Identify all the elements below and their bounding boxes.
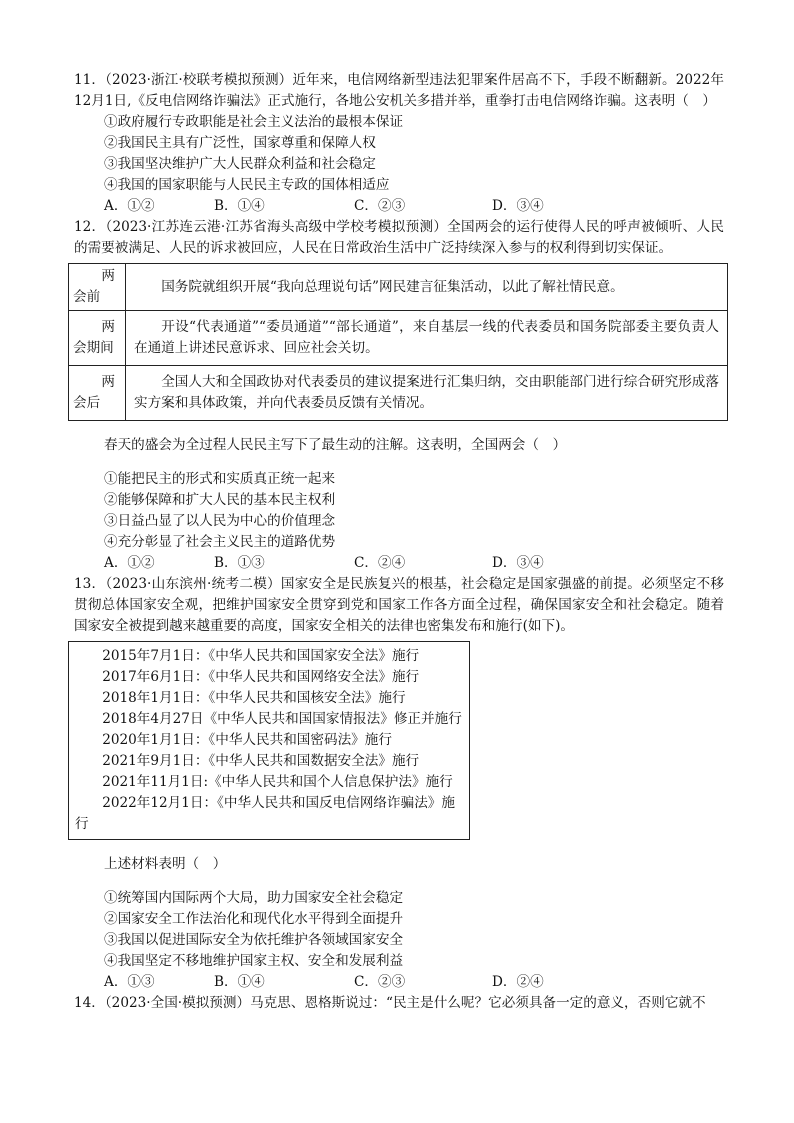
law-item: 2017年6月1日：《中华人民共和国网络安全法》施行 [102, 669, 420, 686]
row-label: 两 会前 [69, 264, 126, 311]
two-sessions-table [68, 263, 728, 421]
row-content: 全国人大和全国政协对代表委员的建议提案进行汇集归纳，交由职能部门进行综合研究形成落实方案和具体政策，并向代表委员反馈有关情况。 [126, 366, 728, 421]
table-row [69, 311, 728, 366]
q11-choice-a[interactable]: A．①② [104, 198, 155, 214]
q13-option-4: ④我国坚定不移地维护国家主权、安全和发展利益 [104, 953, 404, 970]
q13-choice-c[interactable]: C．②③ [354, 974, 406, 991]
law-item: 2021年11月1日:《中华人民共和国个人信息保护法》施行 [102, 774, 453, 791]
q13-choices [104, 972, 724, 993]
row-content: 开设“代表通道”“委员通道”“部长通道”，来自基层一线的代表委员和国务院部委主要负责人在通道上讲述民意诉求、回应社会关切。 [126, 311, 728, 366]
row-content: 国务院就组织开展“我向总理说句话”网民建言征集活动，以此了解社情民意。 [126, 264, 728, 311]
question-13-prompt: 上述材料表明（ ） [104, 855, 227, 872]
table-row [69, 366, 728, 421]
q11-option-2: ②我国民主具有广泛性，国家尊重和保障人权 [104, 135, 376, 151]
question-12 [74, 217, 724, 574]
exam-page [74, 70, 724, 1014]
q13-choice-d[interactable]: D．②④ [492, 974, 544, 991]
law-item: 2020年1月1日：《中华人民共和国密码法》施行 [102, 732, 392, 749]
q13-option-3: ③我国以促进国际安全为依托维护各领域国家安全 [104, 932, 404, 949]
question-14-stem: 14．（2023·全国·模拟预测）马克思、恩格斯说过：“民主是什么呢？它必须具备一定的意义，否则它就不 [74, 995, 706, 1012]
law-item: 2018年1月1日：《中华人民共和国核安全法》施行 [102, 690, 406, 707]
q13-choice-b[interactable]: B．①④ [214, 974, 265, 991]
law-item: 2021年9月1日：《中华人民共和国数据安全法》施行 [102, 753, 420, 770]
question-12-prompt: 春天的盛会为全过程人民民主写下了最生动的注解。这表明，全国两会（ ） [104, 436, 567, 453]
q11-choice-b[interactable]: B．①④ [214, 198, 265, 214]
q12-option-1: ①能把民主的形式和实质真正统一起来 [104, 471, 336, 488]
laws-box [68, 641, 470, 840]
table-row [69, 264, 728, 311]
q11-option-4: ④我国的国家职能与人民民主专政的国体相适应 [104, 177, 390, 193]
q11-choice-d[interactable]: D．③④ [492, 198, 544, 214]
q12-choice-b[interactable]: B．①③ [214, 555, 265, 572]
q11-choices [104, 196, 724, 217]
law-item: 2018年4月27日《中华人民共和国国家情报法》修正并施行 [102, 711, 462, 728]
question-11-stem: 11．（2023·浙江·校联考模拟预测）近年来，电信网络新型违法犯罪案件居高不下，手段不断翻新。2022年12月1日,《反电信网络诈骗法》正式施行，各地公安机关多措并举，重拳打击电信网络诈骗。这表明（ ） [74, 72, 724, 109]
q12-choice-a[interactable]: A．①② [104, 555, 155, 572]
q13-option-1: ①统筹国内国际两个大局，助力国家安全社会稳定 [104, 890, 404, 907]
question-13 [74, 574, 724, 993]
question-12-stem: 12．（2023·江苏连云港·江苏省海头高级中学校考模拟预测）全国两会的运行使得人民的呼声被倾听、人民的需要被满足、人民的诉求被回应，人民在日常政治生活中广泛持续深入参与的权利得到切实保证。 [74, 219, 724, 256]
q13-choice-a[interactable]: A．①③ [104, 974, 155, 991]
q12-option-2: ②能够保障和扩大人民的基本民主权利 [104, 492, 336, 509]
q12-choice-c[interactable]: C．②④ [354, 555, 406, 572]
question-13-stem: 13．（2023·山东滨州·统考二模）国家安全是民族复兴的根基，社会稳定是国家强盛的前提。必须坚定不移贯彻总体国家安全观，把维护国家安全贯穿到党和国家工作各方面全过程，确保国家安全和社会稳定。随着国家安全被提到越来越重要的高度，国家安全相关的法律也密集发布和施行(如下)。 [74, 576, 724, 635]
law-item: 2022年12月1日：《中华人民共和国反电信网络诈骗法》施行 [75, 795, 455, 833]
question-14 [74, 993, 724, 1014]
q11-choice-c[interactable]: C．②③ [354, 198, 406, 214]
q13-option-2: ②国家安全工作法治化和现代化水平得到全面提升 [104, 911, 404, 928]
q12-choice-d[interactable]: D．③④ [492, 555, 544, 572]
q12-option-3: ③日益凸显了以人民为中心的价值理念 [104, 513, 336, 530]
question-11 [74, 70, 724, 217]
row-label: 两 会后 [69, 366, 126, 421]
q12-choices [104, 553, 724, 574]
law-item: 2015年7月1日：《中华人民共和国国家安全法》施行 [102, 648, 420, 665]
q11-option-1: ①政府履行专政职能是社会主义法治的最根本保证 [104, 114, 404, 130]
q11-option-3: ③我国坚决维护广大人民群众利益和社会稳定 [104, 156, 376, 172]
row-label: 两 会期间 [69, 311, 126, 366]
q12-option-4: ④充分彰显了社会主义民主的道路优势 [104, 534, 336, 551]
